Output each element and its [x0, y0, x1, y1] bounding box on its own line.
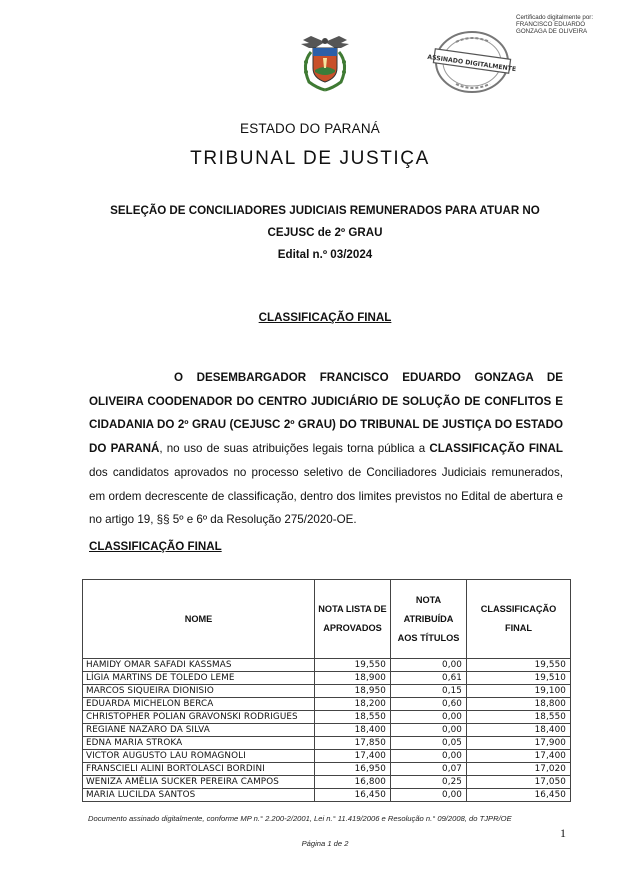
cell-name: MARIA LUCILDA SANTOS	[83, 789, 315, 802]
classification-table	[82, 579, 571, 802]
cell-list-score: 19,550	[315, 659, 391, 672]
state-name: ESTADO DO PARANÁ	[240, 121, 380, 136]
table-row	[83, 776, 571, 789]
cell-title-score: 0,15	[391, 685, 467, 698]
table-row	[83, 750, 571, 763]
cell-title-score: 0,00	[391, 750, 467, 763]
digital-certificate-note	[516, 14, 612, 35]
cell-list-score: 18,400	[315, 724, 391, 737]
table-title: CLASSIFICAÇÃO FINAL	[89, 540, 222, 553]
court-name: TRIBUNAL DE JUSTIÇA	[190, 148, 430, 169]
digital-signature-seal-icon	[426, 26, 518, 98]
cell-final-score: 18,400	[467, 724, 571, 737]
table-row	[83, 763, 571, 776]
cell-title-score: 0,00	[391, 711, 467, 724]
table-row	[83, 698, 571, 711]
table-row	[83, 685, 571, 698]
intro-mid: , no uso de suas atribuições legais torna pública a	[159, 442, 430, 456]
table-row	[83, 737, 571, 750]
cell-list-score: 16,800	[315, 776, 391, 789]
table-row	[83, 672, 571, 685]
cell-name: VICTOR AUGUSTO LAU ROMAGNOLI	[83, 750, 315, 763]
cell-title-score: 0,61	[391, 672, 467, 685]
cell-final-score: 18,550	[467, 711, 571, 724]
footer-note: Documento assinado digitalmente, conforme MP n.° 2.200-2/2001, Lei n.° 11.419/2006 e Resolução n.° 09/2008, do TJPR/OE	[88, 814, 512, 823]
cell-final-score: 19,510	[467, 672, 571, 685]
intro-bold-2: CLASSIFICAÇÃO FINAL	[429, 442, 563, 456]
certificate-line: GONZAGA DE OLIVEIRA	[516, 28, 588, 35]
edital-number: Edital n.º 03/2024	[277, 248, 373, 261]
column-header-list-score: NOTA LISTA DE APROVADOS	[315, 580, 391, 659]
column-header-final: CLASSIFICAÇÃO FINAL	[467, 580, 571, 659]
cell-list-score: 17,850	[315, 737, 391, 750]
cell-title-score: 0,00	[391, 724, 467, 737]
classification-title: CLASSIFICAÇÃO FINAL	[258, 311, 392, 324]
cell-final-score: 17,400	[467, 750, 571, 763]
cell-final-score: 19,550	[467, 659, 571, 672]
cell-final-score: 17,020	[467, 763, 571, 776]
column-header-name: NOME	[83, 580, 315, 659]
cell-title-score: 0,60	[391, 698, 467, 711]
cell-list-score: 17,400	[315, 750, 391, 763]
cell-name: EDNA MARIA STROKA	[83, 737, 315, 750]
cell-final-score: 17,900	[467, 737, 571, 750]
seal-label: ASSINADO DIGITALMENTE	[426, 53, 517, 74]
table-row	[83, 659, 571, 672]
page-indicator: Página 1 de 2	[301, 839, 349, 848]
cell-final-score: 17,050	[467, 776, 571, 789]
cell-list-score: 16,450	[315, 789, 391, 802]
intro-paragraph	[89, 366, 563, 532]
cell-name: CHRISTOPHER POLIAN GRAVONSKI RODRIGUES	[83, 711, 315, 724]
cell-list-score: 18,200	[315, 698, 391, 711]
cell-name: MARCOS SIQUEIRA DIONISIO	[83, 685, 315, 698]
intro-end: dos candidatos aprovados no processo seletivo de Conciliadores Judiciais remunerados, em ordem decrescente de classificação, dentro dos limites previstos no Edital de abertura e no artigo 19, §§ 5º e 6º da Resolução 275/2020-OE.	[89, 465, 563, 527]
table-row	[83, 711, 571, 724]
cell-title-score: 0,25	[391, 776, 467, 789]
column-header-title-score: NOTA ATRIBUÍDA AOS TÍTULOS	[391, 580, 467, 659]
certificate-line: Certificado digitalmente por:	[516, 14, 594, 21]
cell-final-score: 16,450	[467, 789, 571, 802]
cell-title-score: 0,00	[391, 789, 467, 802]
cell-title-score: 0,00	[391, 659, 467, 672]
cell-name: REGIANE NAZARO DA SILVA	[83, 724, 315, 737]
certificate-line: FRANCISCO EDUARDO	[516, 21, 586, 28]
cell-final-score: 19,100	[467, 685, 571, 698]
cell-name: FRANSCIELI ALINI BORTOLASCI BORDINI	[83, 763, 315, 776]
cell-title-score: 0,07	[391, 763, 467, 776]
cell-name: EDUARDA MICHELON BERCA	[83, 698, 315, 711]
cell-list-score: 16,950	[315, 763, 391, 776]
cell-list-score: 18,900	[315, 672, 391, 685]
page-number: 1	[560, 826, 566, 840]
cell-list-score: 18,950	[315, 685, 391, 698]
intro-bold: O DESEMBARGADOR FRANCISCO EDUARDO GONZAGA DE OLIVEIRA COODENADOR DO CENTRO JUDICIÁRIO DE SOLUÇÃO DE CONFLITOS E CIDADANIA DO 2º GRAU (CEJUSC 2º GRAU) DO TRIBUNAL DE JUSTIÇA DO ESTADO DO PARANÁ	[89, 371, 563, 456]
cell-name: HAMIDY OMAR SAFADI KASSMAS	[83, 659, 315, 672]
cell-name: LÍGIA MARTINS DE TOLEDO LEME	[83, 672, 315, 685]
cell-title-score: 0,05	[391, 737, 467, 750]
cell-name: WENIZA AMÉLIA SUCKER PEREIRA CAMPOS	[83, 776, 315, 789]
parana-coat-of-arms-icon	[293, 34, 357, 94]
selection-heading: SELEÇÃO DE CONCILIADORES JUDICIAIS REMUNERADOS PARA ATUAR NO	[110, 204, 540, 217]
cell-list-score: 18,550	[315, 711, 391, 724]
selection-subheading: CEJUSC de 2º GRAU	[267, 226, 383, 239]
table-row	[83, 789, 571, 802]
cell-final-score: 18,800	[467, 698, 571, 711]
table-row	[83, 724, 571, 737]
